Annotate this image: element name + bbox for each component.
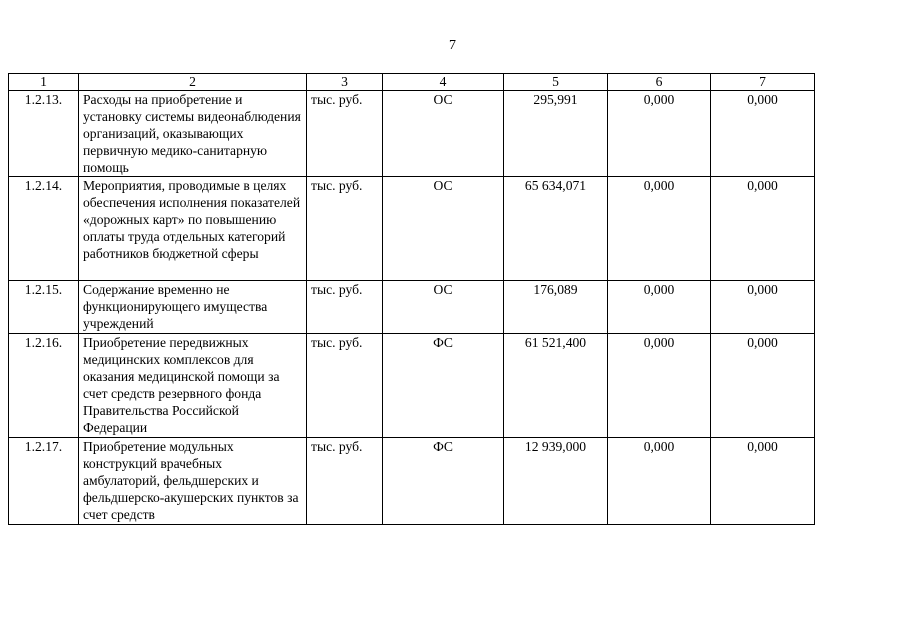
row-unit: тыс. руб. <box>307 281 383 334</box>
row-value-6: 0,000 <box>608 177 711 281</box>
table-row <box>9 281 815 334</box>
row-value-5: 12 939,000 <box>504 438 608 525</box>
row-number: 1.2.17. <box>9 438 79 525</box>
header-cell: 5 <box>504 74 608 91</box>
row-unit: тыс. руб. <box>307 91 383 177</box>
row-source: ОС <box>383 281 504 334</box>
row-value-6: 0,000 <box>608 438 711 525</box>
header-cell: 3 <box>307 74 383 91</box>
row-value-5: 61 521,400 <box>504 334 608 438</box>
header-cell: 1 <box>9 74 79 91</box>
row-number: 1.2.16. <box>9 334 79 438</box>
row-unit: тыс. руб. <box>307 438 383 525</box>
row-name: Приобретение модульных конструкций врачебных амбулаторий, фельдшерских и фельдшерско-акушерских пунктов за счет средств <box>79 438 307 525</box>
row-source: ФС <box>383 438 504 525</box>
row-source: ФС <box>383 334 504 438</box>
row-number: 1.2.13. <box>9 91 79 177</box>
header-row <box>9 74 815 91</box>
table-row <box>9 177 815 281</box>
row-name: Расходы на приобретение и установку системы видеонаблюдения организаций, оказывающих первичную медико-санитарную помощь <box>79 91 307 177</box>
row-unit: тыс. руб. <box>307 334 383 438</box>
row-value-7: 0,000 <box>711 91 815 177</box>
row-unit: тыс. руб. <box>307 177 383 281</box>
row-source: ОС <box>383 91 504 177</box>
row-number: 1.2.15. <box>9 281 79 334</box>
row-value-6: 0,000 <box>608 91 711 177</box>
row-value-7: 0,000 <box>711 334 815 438</box>
row-value-5: 295,991 <box>504 91 608 177</box>
page-number: 7 <box>449 38 456 53</box>
row-name: Содержание временно не функционирующего имущества учреждений <box>79 281 307 334</box>
row-value-7: 0,000 <box>711 177 815 281</box>
row-name: Мероприятия, проводимые в целях обеспечения исполнения показателей «дорожных карт» по повышению оплаты труда отдельных категорий работников бюджетной сферы <box>79 177 307 281</box>
header-cell: 2 <box>79 74 307 91</box>
header-cell: 4 <box>383 74 504 91</box>
header-cell: 6 <box>608 74 711 91</box>
row-name: Приобретение передвижных медицинских комплексов для оказания медицинской помощи за счет средств резервного фонда Правительства Российской Федерации <box>79 334 307 438</box>
row-value-7: 0,000 <box>711 438 815 525</box>
table-row <box>9 91 815 177</box>
budget-table <box>8 73 815 525</box>
row-number: 1.2.14. <box>9 177 79 281</box>
header-cell: 7 <box>711 74 815 91</box>
row-value-6: 0,000 <box>608 281 711 334</box>
row-source: ОС <box>383 177 504 281</box>
row-value-5: 65 634,071 <box>504 177 608 281</box>
table-row <box>9 334 815 438</box>
row-value-6: 0,000 <box>608 334 711 438</box>
row-value-5: 176,089 <box>504 281 608 334</box>
row-value-7: 0,000 <box>711 281 815 334</box>
table-row <box>9 438 815 525</box>
